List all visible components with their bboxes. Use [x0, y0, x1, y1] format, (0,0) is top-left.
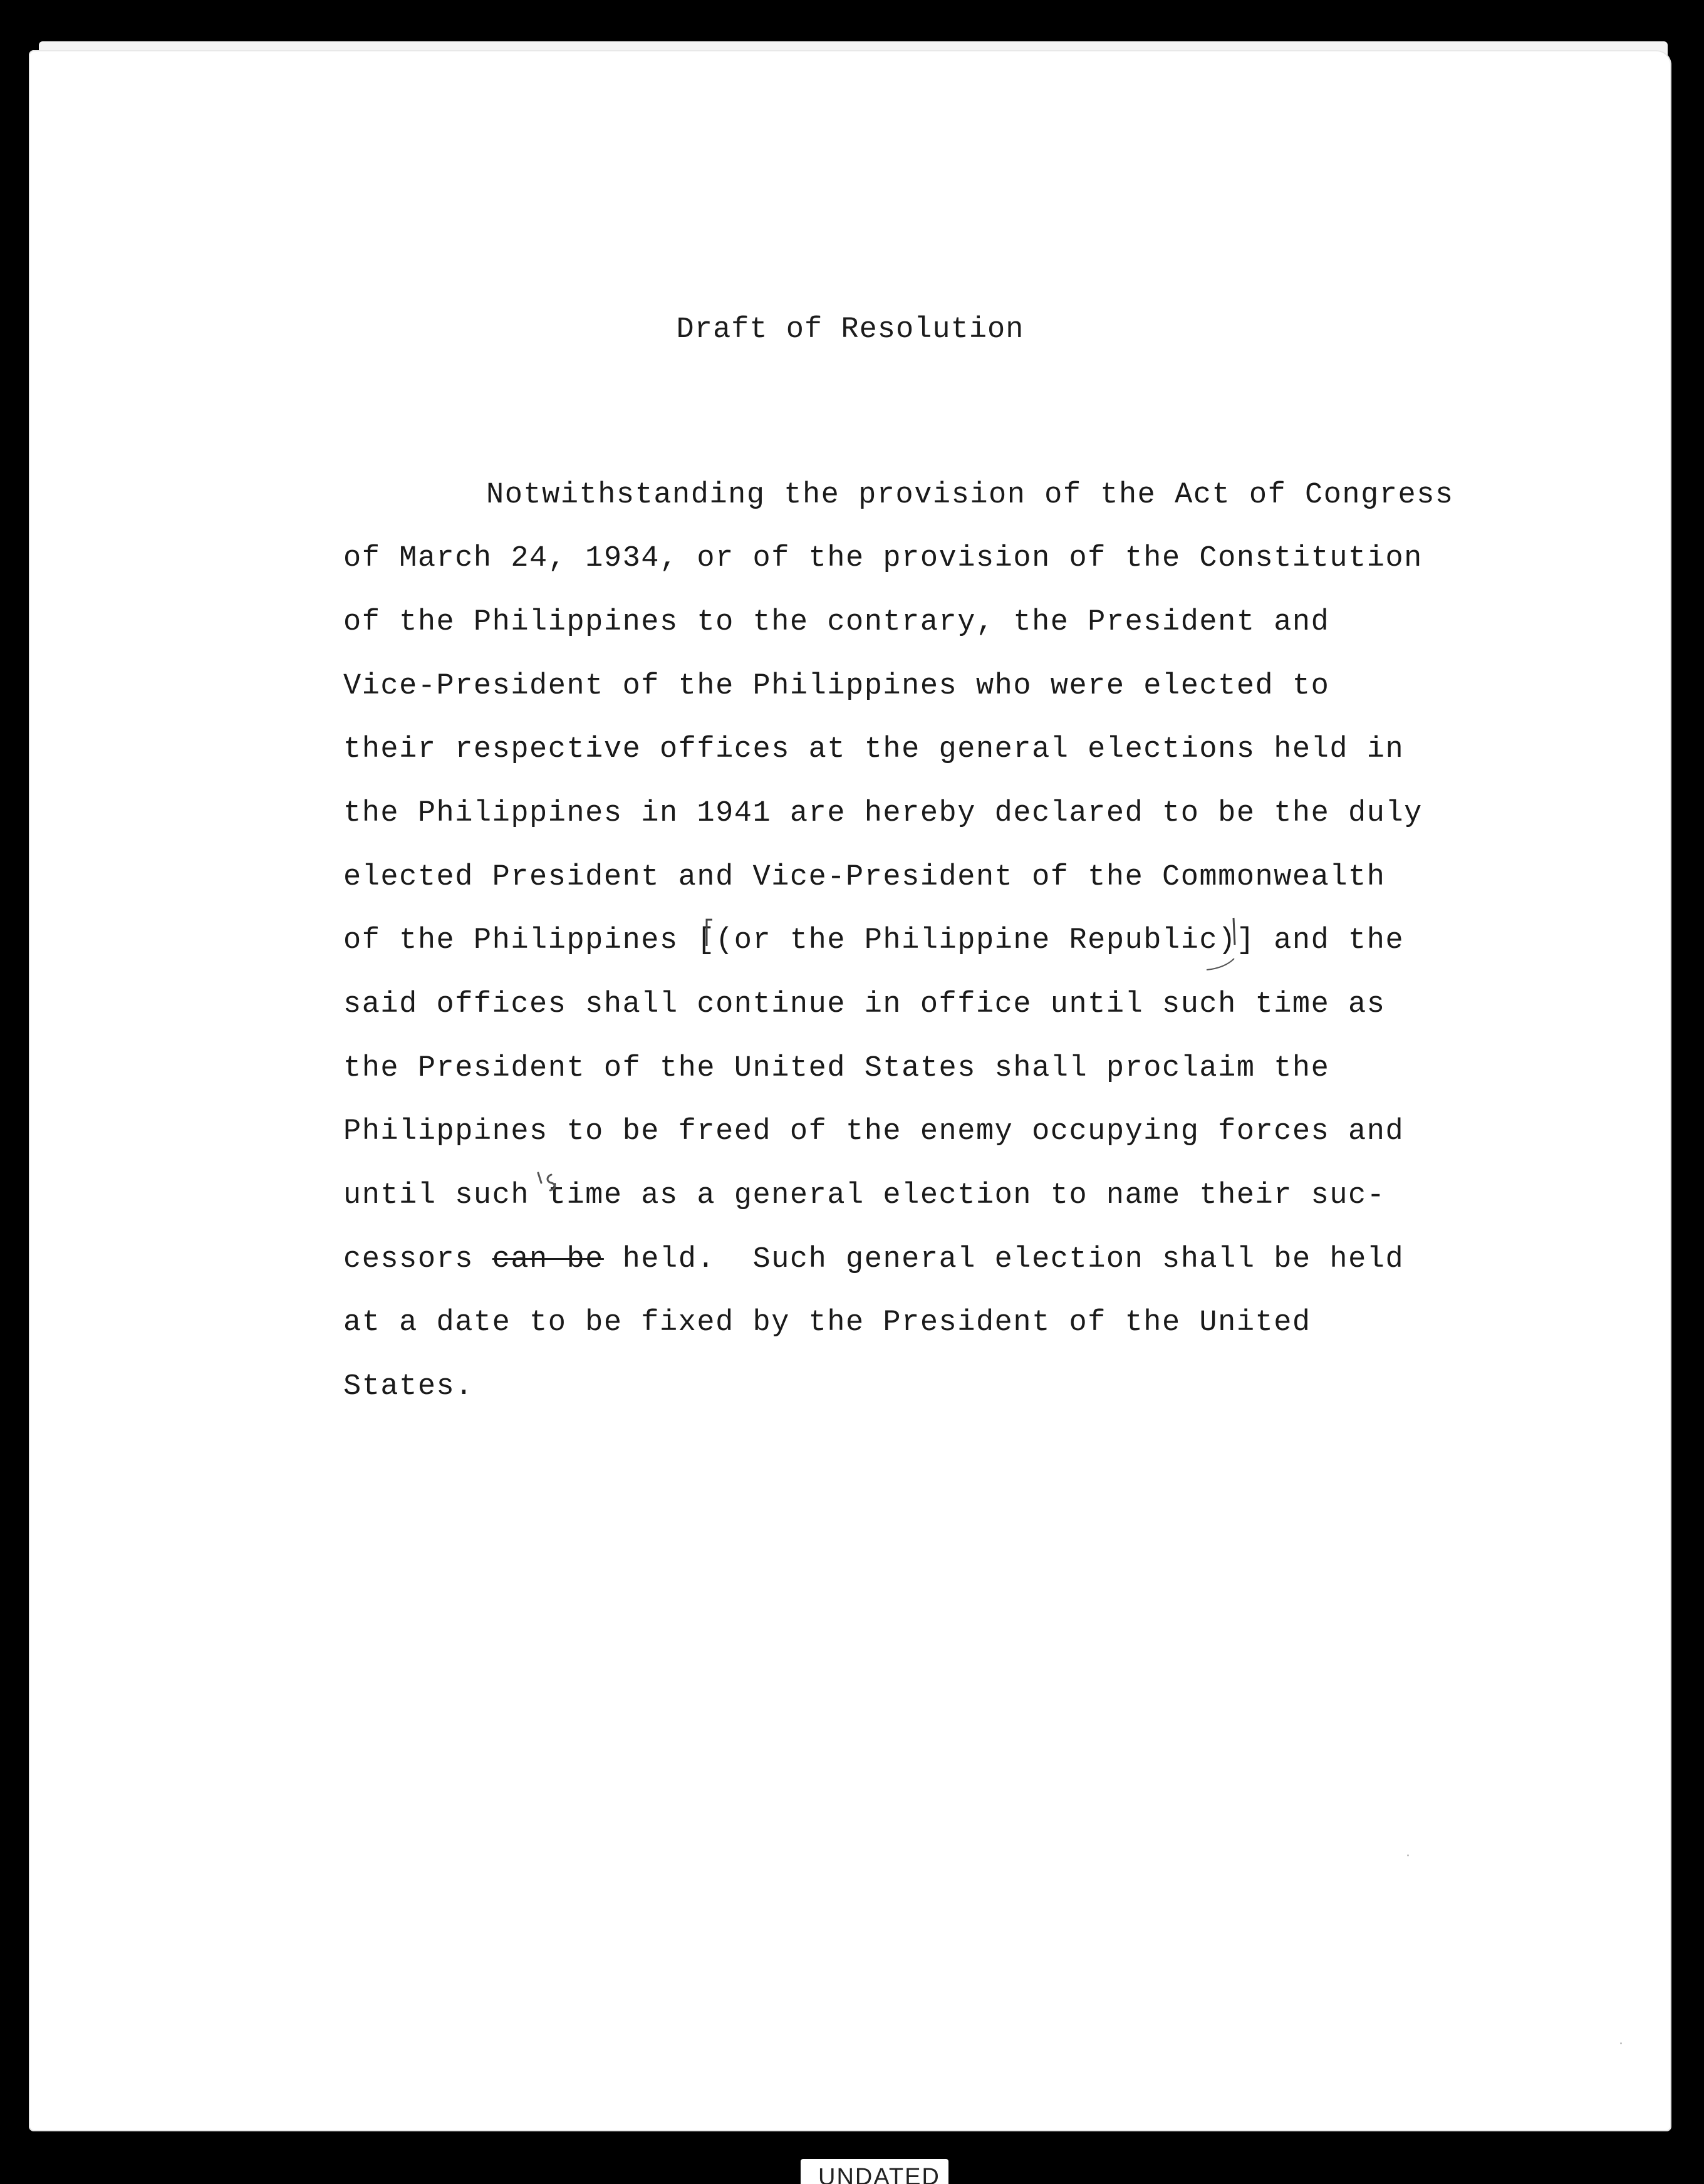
resolution-body [29, 50, 1671, 2131]
text-line-3: of the Philippines to the contrary, the President and [343, 606, 1330, 639]
text-line-6: the Philippines in 1941 are hereby declared to be the duly [343, 797, 1423, 830]
text-line-12: until such time as a general election to name their suc- [343, 1179, 1386, 1212]
struck-text: can be [492, 1243, 604, 1276]
text-line-9: said offices shall continue in office until such time as [343, 988, 1386, 1021]
text-line-5: their respective offices at the general elections held in [343, 733, 1405, 766]
text-line-8: of the Philippines [(or the Philippine Republic)] and the [343, 924, 1405, 957]
paper-speck [1407, 1854, 1409, 1856]
text-line-11: Philippines to be freed of the enemy occupying forces and [343, 1115, 1405, 1148]
text-line-13 [343, 1245, 1404, 1274]
text-line-10: the President of the United States shall proclaim the [343, 1052, 1330, 1085]
document-page [29, 50, 1671, 2131]
text-line-4: Vice-President of the Philippines who were elected to [343, 670, 1330, 703]
text-line-14: at a date to be fixed by the President of the United [343, 1306, 1311, 1339]
line-13-prefix: cessors [343, 1243, 492, 1276]
line-13-rest: held. Such general election shall be held [622, 1243, 1405, 1276]
paper-speck [1620, 2042, 1622, 2044]
undated-stamp-tab [801, 2159, 948, 2184]
text-line-7: elected President and Vice-President of the Commonwealth [343, 861, 1386, 894]
text-line-1: Notwithstanding the provision of the Act of Congress [486, 479, 1454, 512]
text-line-15: States. [343, 1370, 474, 1403]
document-title: Draft of Resolution [676, 313, 1024, 346]
undated-stamp-text: UNDATED [818, 2164, 940, 2184]
line-13-suffix [604, 1243, 623, 1276]
text-line-2: of March 24, 1934, or of the provision of the Constitution [343, 542, 1423, 575]
